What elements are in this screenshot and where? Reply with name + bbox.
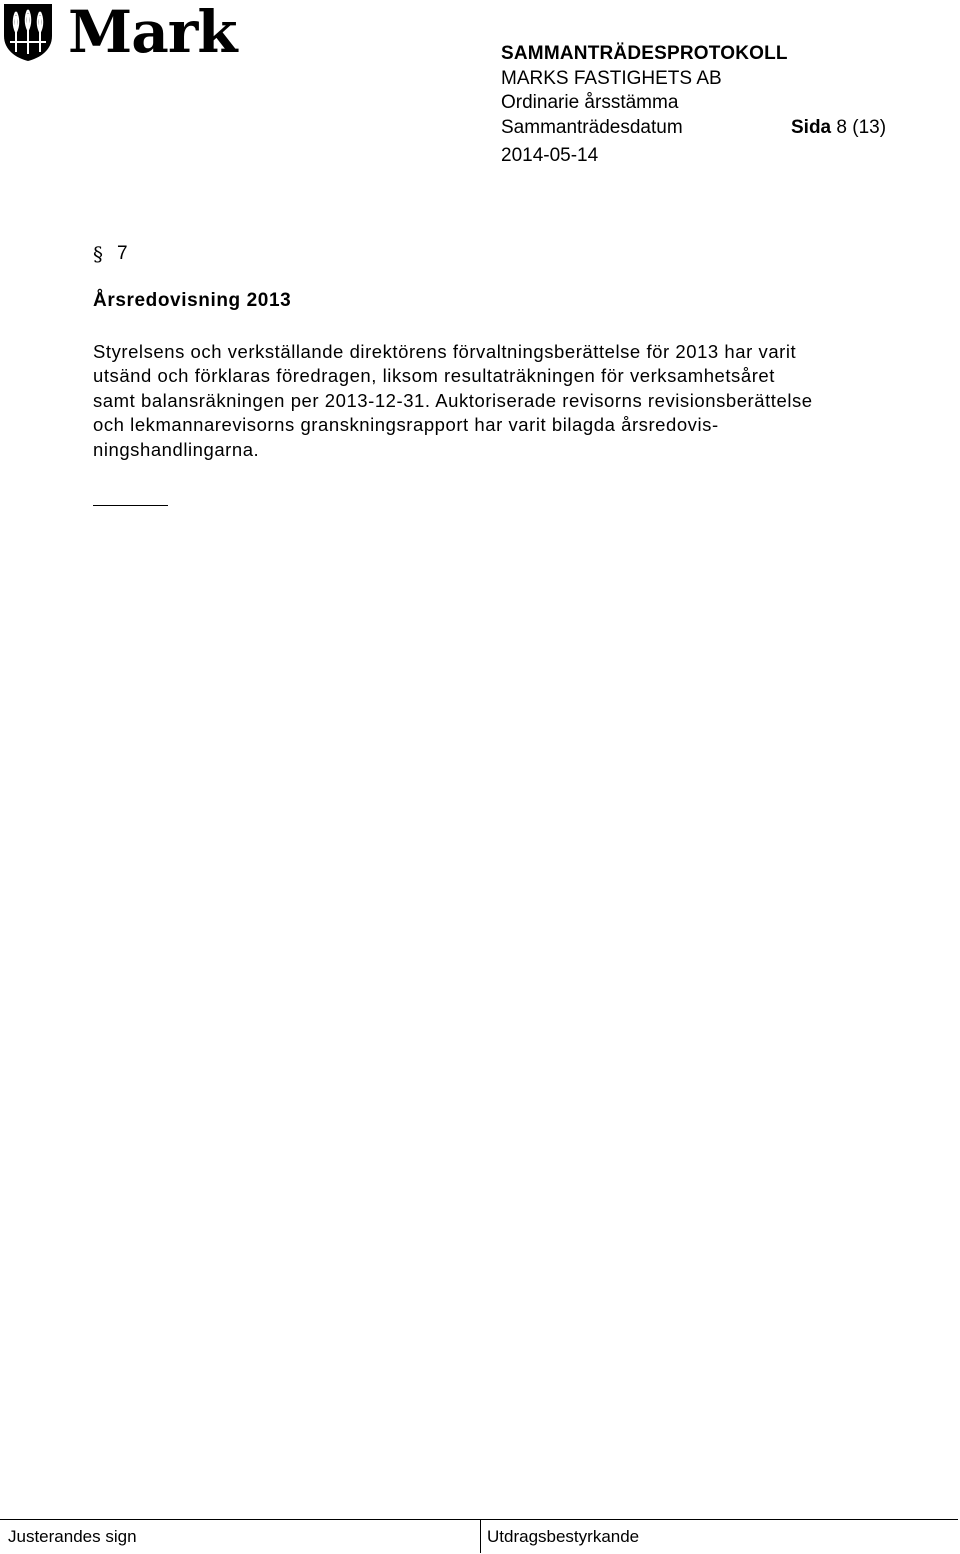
body-line: utsänd och förklaras föredragen, liksom resultaträkningen för verksamhetsåret <box>93 365 775 387</box>
document-title: SAMMANTRÄDESPROTOKOLL <box>501 43 788 64</box>
section-body <box>93 340 933 462</box>
extract-certification-label: Utdragsbestyrkande <box>487 1527 640 1546</box>
body-line: samt balansräkningen per 2013-12-31. Auktoriserade revisorns revisionsberättelse <box>93 389 813 411</box>
justification-signature-label: Justerandes sign <box>8 1527 137 1546</box>
section-sign: § <box>93 242 103 266</box>
page-number: 8 (13) <box>836 116 887 138</box>
footer-divider <box>480 1520 481 1553</box>
section-end-rule <box>93 505 168 506</box>
logo-text: Mark <box>68 0 237 66</box>
date-page-row <box>501 116 911 141</box>
meeting-date-label: Sammanträdesdatum <box>501 116 683 138</box>
page-footer <box>0 1519 958 1553</box>
municipality-logo <box>2 0 237 66</box>
organization-name: MARKS FASTIGHETS AB <box>501 67 722 89</box>
wheat-crest-icon <box>2 2 54 62</box>
body-line: och lekmannarevisorns granskningsrapport har varit bilagda årsredovis- <box>93 414 719 436</box>
section-heading: Årsredovisning 2013 <box>93 290 292 311</box>
paragraph-marker <box>93 242 128 266</box>
body-line: Styrelsens och verkställande direktörens förvaltningsberättelse för 2013 har varit <box>93 341 797 362</box>
paragraph-number: 7 <box>117 243 128 264</box>
meeting-type: Ordinarie årsstämma <box>501 92 679 113</box>
meeting-date: 2014-05-14 <box>501 145 599 166</box>
page-label: Sida <box>791 116 832 138</box>
document-header <box>501 42 911 169</box>
body-line: ningshandlingarna. <box>93 438 260 460</box>
